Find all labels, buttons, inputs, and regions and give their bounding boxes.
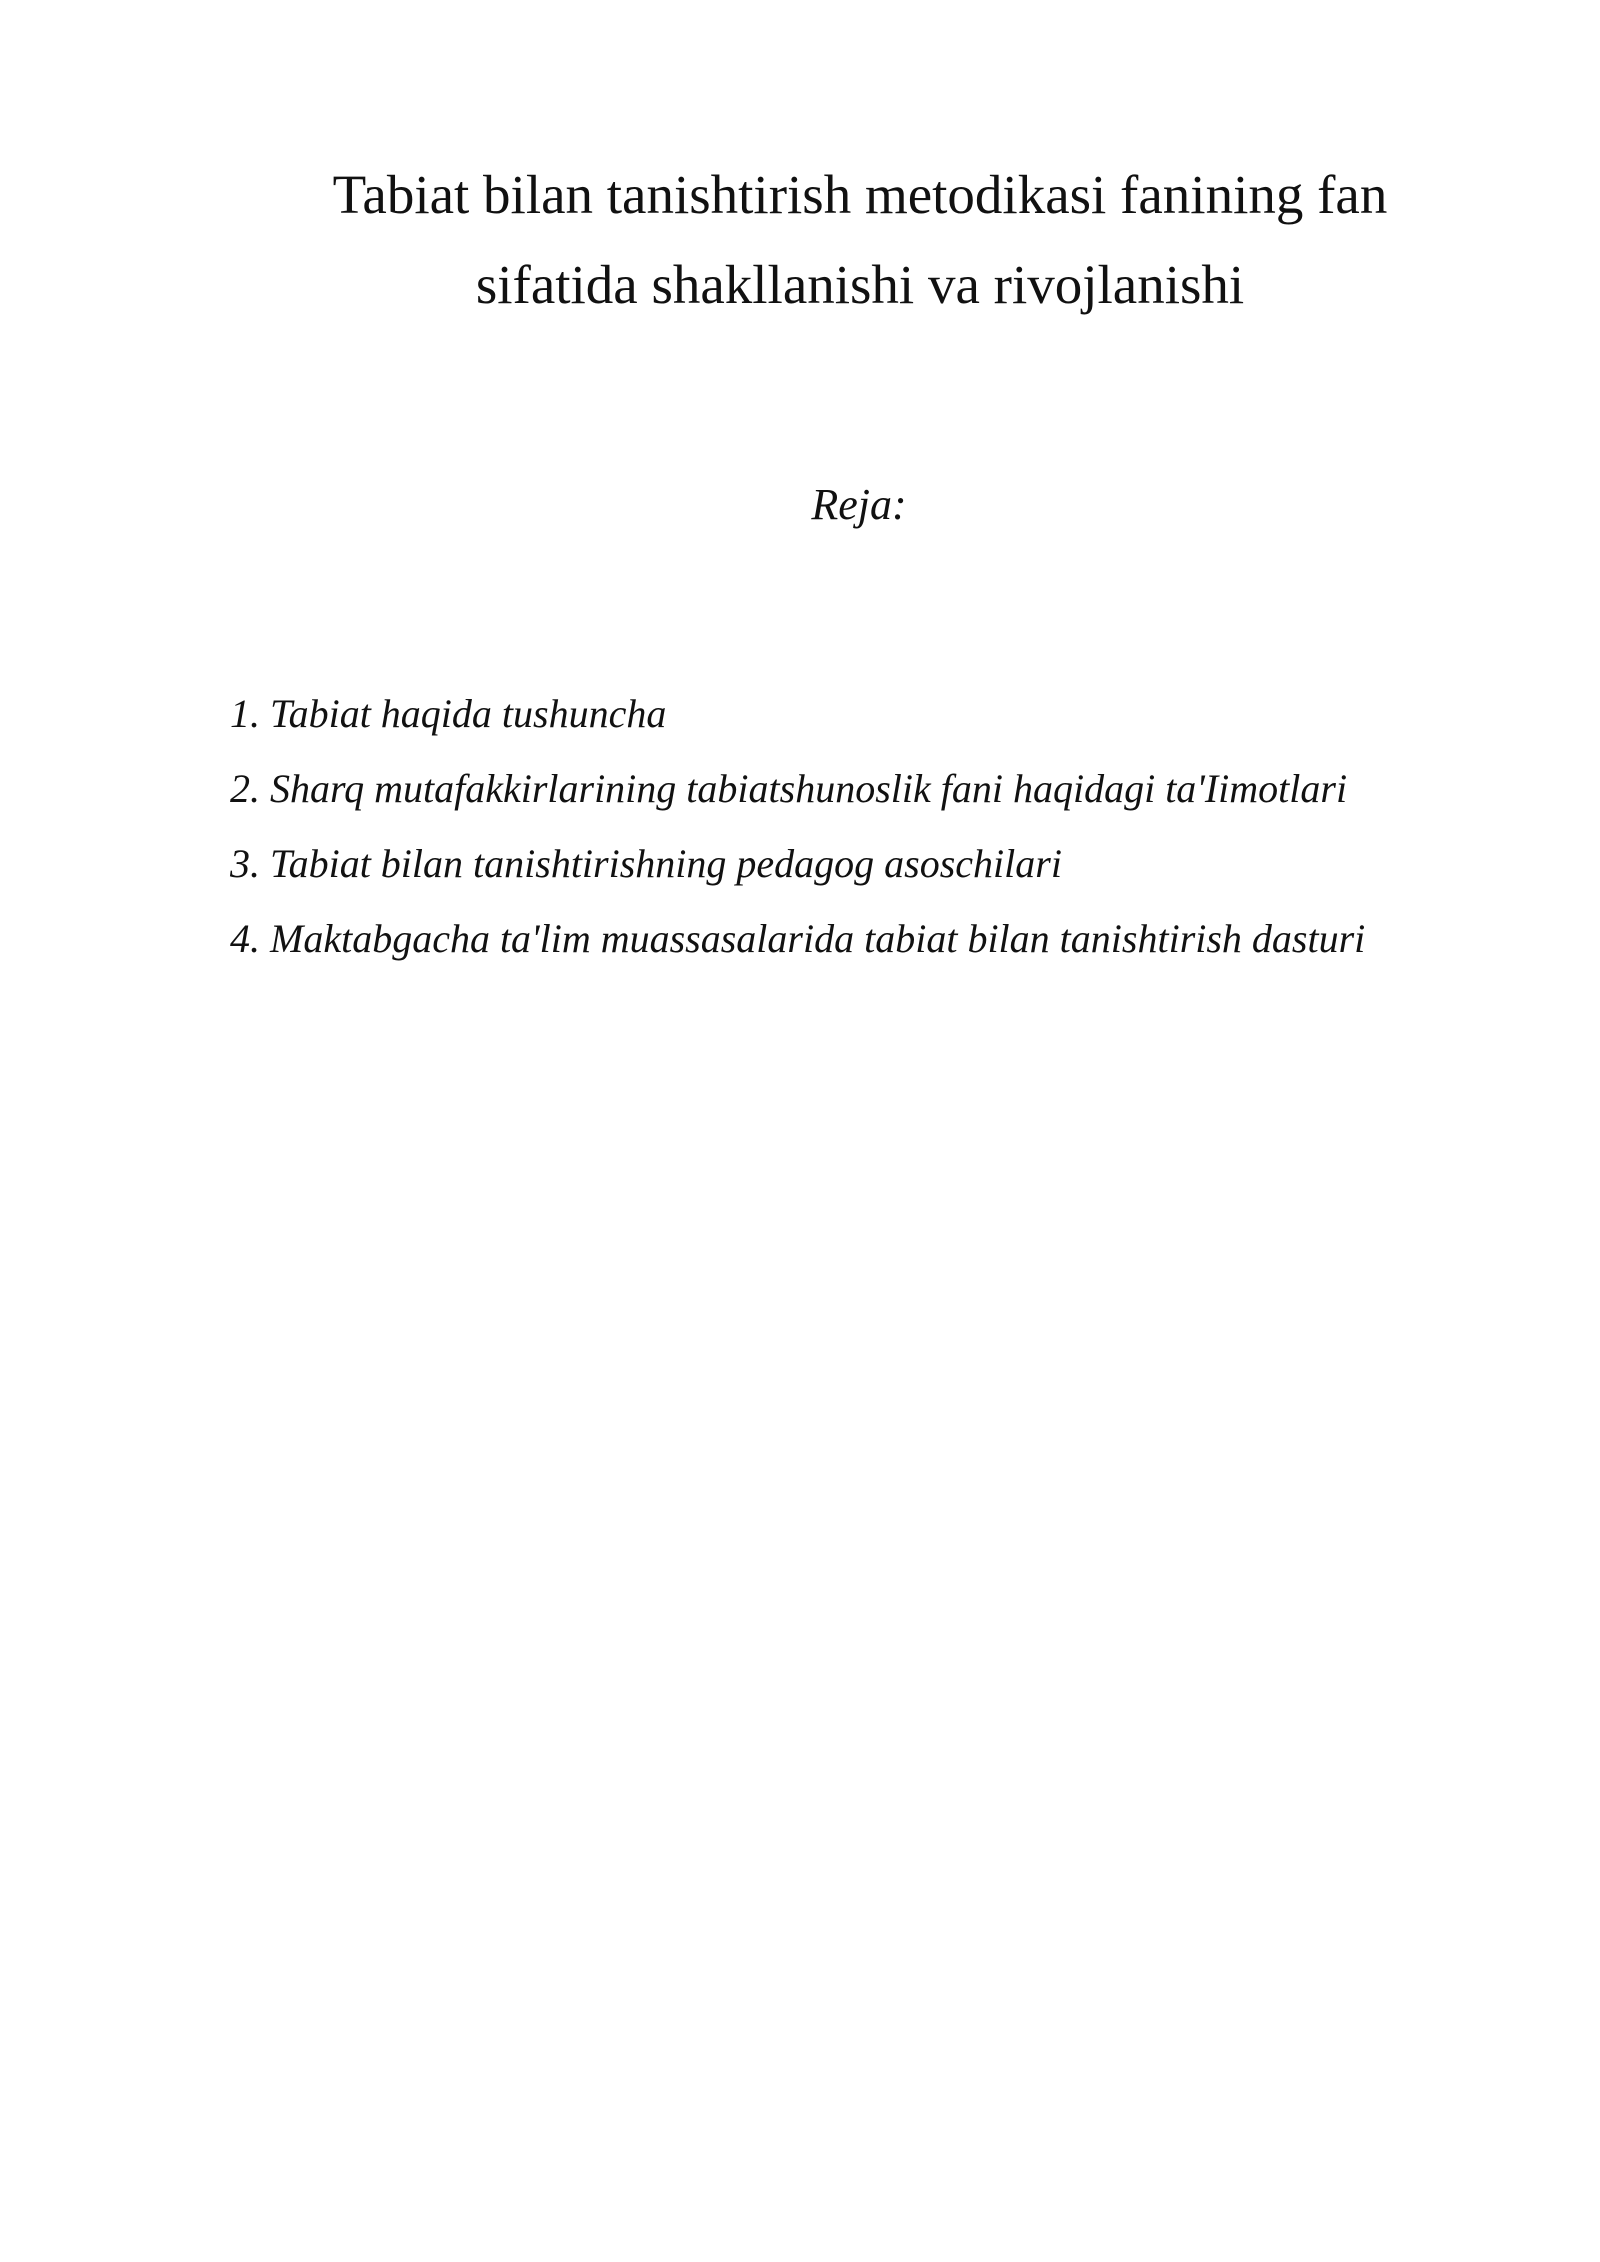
page-title	[230, 150, 1490, 330]
plan-list	[230, 676, 1460, 976]
plan-heading: Reja:	[811, 480, 907, 529]
plan-item-3: 3. Tabiat bilan tanishtirishning pedagog asoschilari	[230, 841, 1062, 886]
title-line-1: Tabiat bilan tanishtirish metodikasi fanining fan	[332, 164, 1388, 225]
plan-item-4: 4. Maktabgacha ta'lim muassasalarida tabiat bilan tanishtirish dasturi	[230, 916, 1366, 961]
title-line-2: sifatida shakllanishi va rivojlanishi	[475, 254, 1245, 315]
plan-item-1: 1. Tabiat haqida tushuncha	[230, 691, 667, 736]
plan-item-2: 2. Sharq mutafakkirlarining tabiatshunoslik fani haqidagi ta'Iimotlari	[230, 766, 1348, 811]
